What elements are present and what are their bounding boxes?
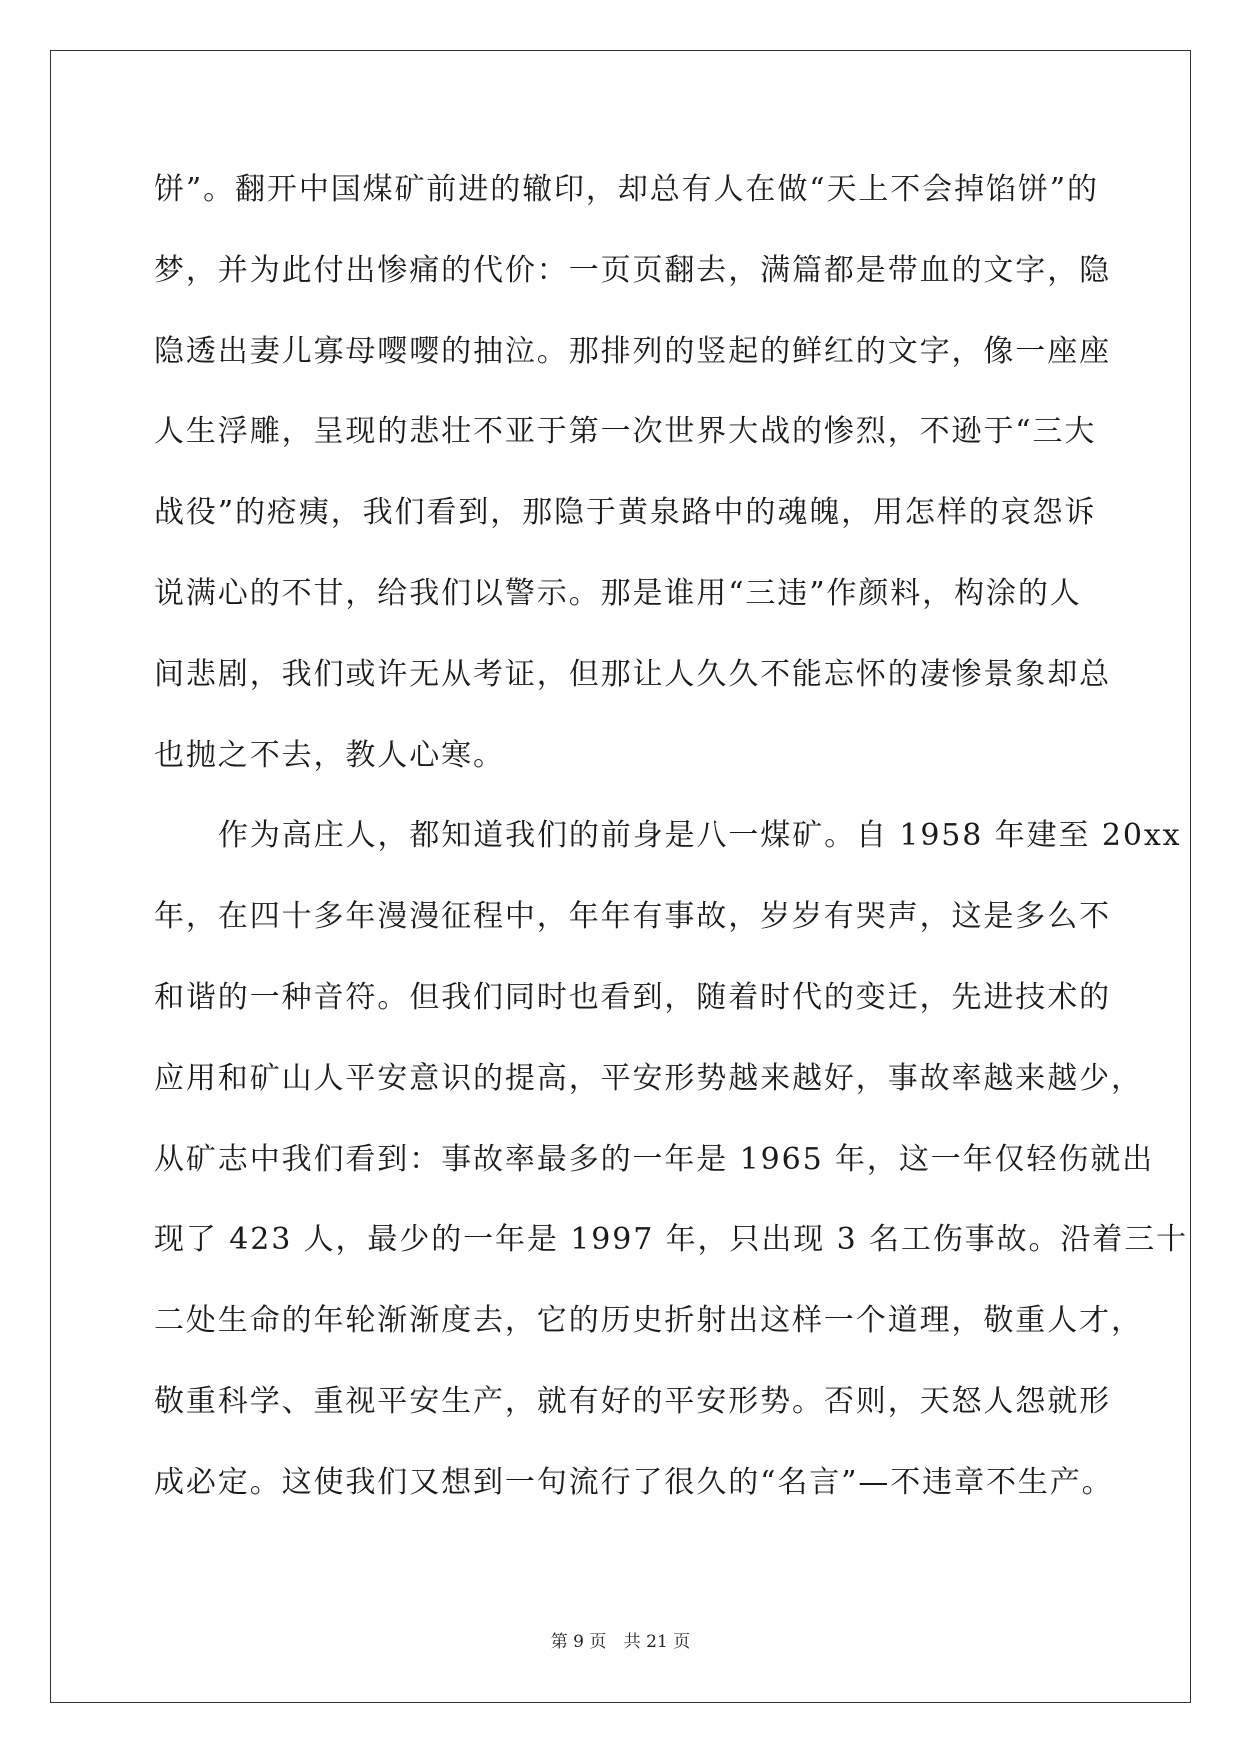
text-line: 现了 423 人，最少的一年是 1997 年，只出现 3 名工伤事故。沿着三十 bbox=[154, 1222, 1189, 1258]
text-line: 梦，并为此付出惨痛的代价：一页页翻去，满篇都是带血的文字，隐 bbox=[154, 252, 1111, 288]
text-line: 和谐的一种音符。但我们同时也看到，随着时代的变迁，先进技术的 bbox=[154, 979, 1111, 1015]
text-line: 隐透出妻儿寡母嘤嘤的抽泣。那排列的竖起的鲜红的文字，像一座座 bbox=[154, 333, 1111, 369]
text-line: 成必定。这使我们又想到一句流行了很久的“名言”—不违章不生产。 bbox=[154, 1464, 1114, 1500]
paragraph-2 bbox=[154, 796, 1189, 1523]
text-line: 作为高庄人，都知道我们的前身是八一煤矿。自 1958 年建至 20xx bbox=[218, 818, 1182, 854]
text-line: 说满心的不甘，给我们以警示。那是谁用“三违”作颜料，构涂的人 bbox=[154, 575, 1082, 611]
text-line: 人生浮雕，呈现的悲壮不亚于第一次世界大战的惨烈，不逊于“三大 bbox=[154, 414, 1097, 450]
text-line: 也抛之不去，教人心寒。 bbox=[154, 737, 505, 773]
page-footer bbox=[0, 1627, 1241, 1652]
text-line: 敬重科学、重视平安生产，就有好的平安形势。否则，天怒人怨就形 bbox=[154, 1383, 1111, 1419]
text-line: 饼”。翻开中国煤矿前进的辙印，却总有人在做“天上不会掉馅饼”的 bbox=[154, 172, 1099, 207]
page-number: 第 9 页 bbox=[550, 1632, 607, 1652]
paragraph-1 bbox=[154, 150, 1111, 796]
document-body bbox=[154, 150, 1189, 1524]
text-line: 从矿志中我们看到：事故率最多的一年是 1965 年，这一年仅轻伤就出 bbox=[154, 1141, 1155, 1177]
text-line: 应用和矿山人平安意识的提高，平安形势越来越好，事故率越来越少， bbox=[154, 1060, 1143, 1096]
text-line: 年，在四十多年漫漫征程中，年年有事故，岁岁有哭声，这是多么不 bbox=[154, 899, 1111, 935]
text-line: 间悲剧，我们或许无从考证，但那让人久久不能忘怀的凄惨景象却总 bbox=[154, 656, 1111, 692]
text-line: 战役”的疮痍，我们看到，那隐于黄泉路中的魂魄，用怎样的哀怨诉 bbox=[154, 495, 1097, 531]
page-total: 共 21 页 bbox=[623, 1632, 691, 1652]
text-line: 二处生命的年轮渐渐度去，它的历史折射出这样一个道理，敬重人才， bbox=[154, 1303, 1143, 1339]
